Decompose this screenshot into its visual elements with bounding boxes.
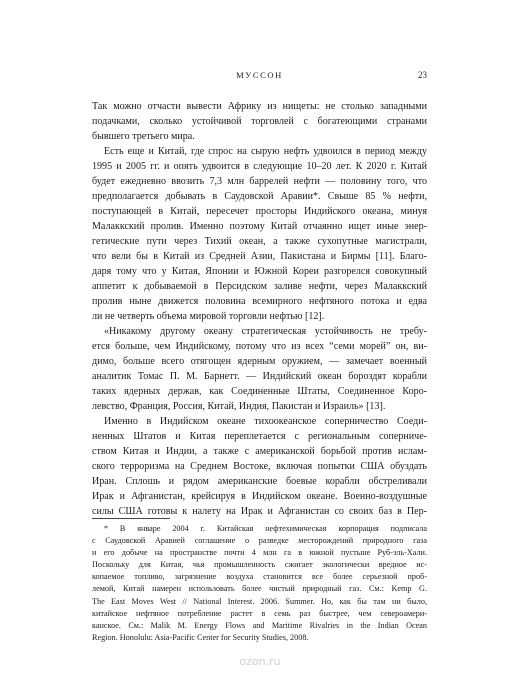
text-line: Малаккский пролив. Именно поэтому Китай отчаянно ищет иные энер- <box>92 221 427 232</box>
text-line: ством Китая и Индии, а также с американской борьбой против ислам- <box>92 446 427 457</box>
text-line: аппетит к добываемой в Персидском заливе нефти, через Малаккский <box>92 281 427 292</box>
footnote-line: с Саудовской Аравией соглашение о разведке месторождений природного газа <box>92 536 427 546</box>
text-line: что вели бы в Китай из Средней Азии, Пакистана и Бирмы [11]. Благо- <box>92 251 427 262</box>
text-line: Так можно отчасти вывести Африку из нищеты: не столько западными <box>92 101 427 112</box>
text-line: аналитик Томас П. М. Барнетт. — Индийский океан бороздят корабли <box>92 371 427 382</box>
footnote-line: и его добыче на пространстве почти 4 млн га в южной пустыне Руб-эль-Хали. <box>92 548 427 558</box>
footnote-line: копаемое топливо, загрязнение воздуха становится все более серьезной проб- <box>92 572 427 582</box>
footnote-line: * В январе 2004 г. Китайская нефтехимическая корпорация подписала <box>104 524 427 533</box>
footnote-divider <box>92 518 170 519</box>
footnote <box>92 523 427 644</box>
text-line: ненных Штатов и Китая переплетается с региональным соперниче- <box>92 431 427 442</box>
text-line: Именно в Индийском океане тихоокеанское соперничество Соеди- <box>104 416 427 427</box>
footnote-line: The East Moves West // National Interest. 2006. Summer. Но, как бы там ни было, <box>92 596 427 606</box>
text-line: ского терроризма на Среднем Востоке, включая попытки США обуздать <box>92 461 427 472</box>
text-line: Есть еще и Китай, где спрос на сырую нефть удвоился в период между <box>104 146 427 157</box>
body-text <box>92 99 427 519</box>
text-line: «Никакому другому океану стратегическая устойчивость не требу- <box>104 326 427 337</box>
text-line: Ирак и Афганистан, крейсируя в Индийском океане. Военно-воздушные <box>92 491 427 502</box>
text-line: пролив ныне движется половина всемирного нефтяного потока и едва <box>92 296 427 307</box>
watermark: ozon.ru <box>239 655 281 668</box>
running-title: МУССОН <box>236 70 283 80</box>
footnote-line: китайское нефтяное потребление растет в семь раз быстрее, чем североамери- <box>92 608 427 618</box>
text-line: будет ежедневно ввозить 7,3 млн баррелей нефти — половину того, что <box>92 176 427 187</box>
text-line: димо, больше всего отягощен ядерным оружием, — замечает военный <box>92 356 427 367</box>
footnote-line: лемой, Китай намерен использовать более чистый природный газ. См.: Kemp G. <box>92 584 427 594</box>
text-line: даря тому что у Китая, Японии и Южной Кореи разгорелся совокупный <box>92 266 427 277</box>
text-line: подачками, сколько устойчивой торговлей с богатеющими странами <box>92 116 427 127</box>
text-line: поступающей в Китай, пересечет просторы Индийского океана, минуя <box>92 206 427 217</box>
text-line: ли не четверть объема мировой торговли нефтью [12]. <box>92 311 325 322</box>
text-line: предполагается добывать в Саудовской Аравии*. Свыше 85 % нефти, <box>92 191 427 202</box>
text-line: Иран. Сплошь и рядом американские боевые корабли обстреливали <box>92 476 427 487</box>
text-line: силы США готовы к налету на Ирак и Афганистан со своих баз в Пер- <box>92 506 427 517</box>
footnote-line: Region. Honolulu: Asia-Pacific Center for Security Studies, 2008. <box>92 632 309 642</box>
text-line: таких ядерных держав, как Соединенные Штаты, Соединенное Коро- <box>92 386 427 397</box>
running-header <box>92 70 427 84</box>
text-line: левство, Франция, Россия, Китай, Индия, Пакистан и Израиль» [13]. <box>92 401 386 412</box>
text-line: бывшего третьего мира. <box>92 131 195 142</box>
footnote-line: Поскольку для Китая, чья промышленность сжигает экологически вредное ис- <box>92 560 427 570</box>
text-line: 1995 и 2005 гг. и опять удвоится в следующие 10–20 лет. К 2020 г. Китай <box>92 161 427 172</box>
page-number: 23 <box>418 70 427 80</box>
text-line: гетические пути через Тихий океан, а также сухопутные магистрали, <box>92 236 427 247</box>
footnote-line: канское. См.: Malik M. Energy Flows and Maritime Rivalries in the Indian Ocean <box>92 620 427 630</box>
text-line: ется больше, чем Индийскому, потому что из всех “семи морей” он, ви- <box>92 341 427 352</box>
